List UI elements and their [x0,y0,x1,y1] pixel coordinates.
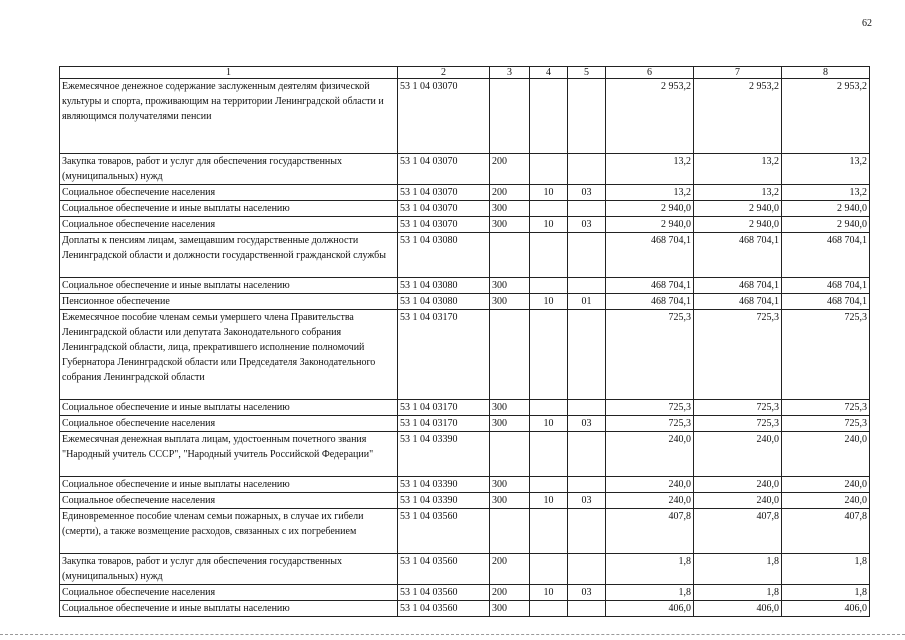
subsection-cell [568,79,606,154]
amount-col6-cell: 240,0 [606,432,694,477]
section-cell [530,509,568,554]
expense-type-cell: 300 [490,493,530,509]
target-code-cell: 53 1 04 03170 [398,400,490,416]
section-cell [530,310,568,400]
section-cell [530,79,568,154]
section-cell [530,201,568,217]
section-cell: 10 [530,294,568,310]
amount-col6-cell: 468 704,1 [606,294,694,310]
section-cell [530,601,568,617]
target-code-cell: 53 1 04 03070 [398,79,490,154]
target-code-cell: 53 1 04 03560 [398,601,490,617]
expense-type-cell [490,432,530,477]
subsection-cell [568,477,606,493]
item-name-cell: Пенсионное обеспечение [60,294,398,310]
amount-col6-cell: 468 704,1 [606,278,694,294]
amount-col8-cell: 240,0 [782,493,870,509]
table-row [60,310,870,400]
subsection-cell: 03 [568,185,606,201]
amount-col8-cell: 1,8 [782,585,870,601]
expense-type-cell: 200 [490,554,530,585]
target-code-cell: 53 1 04 03560 [398,509,490,554]
target-code-cell: 53 1 04 03170 [398,310,490,400]
column-header: 2 [398,67,490,79]
column-header: 6 [606,67,694,79]
budget-table [59,66,870,617]
table-row [60,154,870,185]
target-code-cell: 53 1 04 03080 [398,294,490,310]
subsection-cell [568,554,606,585]
item-name-cell: Социальное обеспечение населения [60,217,398,233]
expense-type-cell: 300 [490,217,530,233]
target-code-cell: 53 1 04 03080 [398,233,490,278]
amount-col7-cell: 13,2 [694,154,782,185]
table-row [60,601,870,617]
section-cell: 10 [530,416,568,432]
section-cell: 10 [530,185,568,201]
amount-col6-cell: 2 953,2 [606,79,694,154]
subsection-cell: 03 [568,585,606,601]
amount-col7-cell: 2 953,2 [694,79,782,154]
expense-type-cell: 300 [490,294,530,310]
subsection-cell [568,509,606,554]
amount-col7-cell: 468 704,1 [694,294,782,310]
amount-col7-cell: 13,2 [694,185,782,201]
amount-col8-cell: 725,3 [782,416,870,432]
amount-col7-cell: 468 704,1 [694,233,782,278]
amount-col6-cell: 725,3 [606,310,694,400]
column-header: 7 [694,67,782,79]
item-name-cell: Доплаты к пенсиям лицам, замещавшим государственные должности Ленинградской области и должности государственной гражданской службы [60,233,398,278]
table-row [60,79,870,154]
page-number: 62 [862,18,872,29]
amount-col6-cell: 2 940,0 [606,217,694,233]
subsection-cell [568,400,606,416]
amount-col6-cell: 725,3 [606,416,694,432]
amount-col8-cell: 468 704,1 [782,294,870,310]
target-code-cell: 53 1 04 03390 [398,432,490,477]
amount-col6-cell: 407,8 [606,509,694,554]
expense-type-cell: 300 [490,601,530,617]
amount-col7-cell: 240,0 [694,477,782,493]
target-code-cell: 53 1 04 03070 [398,217,490,233]
amount-col6-cell: 406,0 [606,601,694,617]
table-row [60,201,870,217]
amount-col8-cell: 13,2 [782,154,870,185]
amount-col8-cell: 468 704,1 [782,278,870,294]
expense-type-cell: 300 [490,416,530,432]
expense-type-cell: 200 [490,154,530,185]
amount-col7-cell: 406,0 [694,601,782,617]
table-row [60,278,870,294]
item-name-cell: Социальное обеспечение и иные выплаты населению [60,400,398,416]
section-cell [530,154,568,185]
expense-type-cell: 300 [490,477,530,493]
amount-col8-cell: 1,8 [782,554,870,585]
table-row [60,294,870,310]
amount-col8-cell: 2 940,0 [782,217,870,233]
table-row [60,416,870,432]
amount-col6-cell: 13,2 [606,185,694,201]
target-code-cell: 53 1 04 03560 [398,585,490,601]
table-row [60,400,870,416]
target-code-cell: 53 1 04 03070 [398,185,490,201]
subsection-cell: 03 [568,416,606,432]
item-name-cell: Социальное обеспечение и иные выплаты населению [60,278,398,294]
section-cell: 10 [530,493,568,509]
target-code-cell: 53 1 04 03170 [398,416,490,432]
table-row [60,217,870,233]
amount-col6-cell: 2 940,0 [606,201,694,217]
section-cell [530,554,568,585]
table-row [60,432,870,477]
target-code-cell: 53 1 04 03070 [398,201,490,217]
amount-col7-cell: 468 704,1 [694,278,782,294]
target-code-cell: 53 1 04 03560 [398,554,490,585]
target-code-cell: 53 1 04 03080 [398,278,490,294]
amount-col8-cell: 407,8 [782,509,870,554]
item-name-cell: Ежемесячная денежная выплата лицам, удостоенным почетного звания "Народный учитель СССР", "Народный учитель Российской Федерации" [60,432,398,477]
subsection-cell: 01 [568,294,606,310]
amount-col6-cell: 240,0 [606,493,694,509]
item-name-cell: Закупка товаров, работ и услуг для обеспечения государственных (муниципальных) нужд [60,554,398,585]
amount-col7-cell: 240,0 [694,493,782,509]
table-row [60,477,870,493]
subsection-cell [568,601,606,617]
target-code-cell: 53 1 04 03390 [398,493,490,509]
subsection-cell [568,201,606,217]
item-name-cell: Социальное обеспечение населения [60,185,398,201]
amount-col6-cell: 240,0 [606,477,694,493]
table-row [60,554,870,585]
amount-col6-cell: 13,2 [606,154,694,185]
page-edge-line [0,634,905,635]
item-name-cell: Социальное обеспечение населения [60,585,398,601]
amount-col7-cell: 1,8 [694,554,782,585]
amount-col7-cell: 1,8 [694,585,782,601]
item-name-cell: Социальное обеспечение и иные выплаты населению [60,201,398,217]
column-header: 1 [60,67,398,79]
expense-type-cell [490,233,530,278]
expense-type-cell: 300 [490,278,530,294]
subsection-cell: 03 [568,217,606,233]
item-name-cell: Социальное обеспечение населения [60,416,398,432]
amount-col8-cell: 725,3 [782,310,870,400]
target-code-cell: 53 1 04 03070 [398,154,490,185]
section-cell: 10 [530,217,568,233]
subsection-cell [568,278,606,294]
amount-col7-cell: 725,3 [694,400,782,416]
column-number-row [60,67,870,79]
expense-type-cell: 300 [490,201,530,217]
subsection-cell [568,310,606,400]
amount-col8-cell: 725,3 [782,400,870,416]
item-name-cell: Социальное обеспечение и иные выплаты населению [60,477,398,493]
expense-type-cell [490,310,530,400]
table-row [60,509,870,554]
amount-col8-cell: 2 940,0 [782,201,870,217]
column-header: 5 [568,67,606,79]
amount-col6-cell: 725,3 [606,400,694,416]
amount-col8-cell: 2 953,2 [782,79,870,154]
subsection-cell [568,154,606,185]
subsection-cell [568,432,606,477]
amount-col8-cell: 240,0 [782,477,870,493]
section-cell [530,400,568,416]
expense-type-cell [490,509,530,554]
subsection-cell [568,233,606,278]
item-name-cell: Единовременное пособие членам семьи пожарных, в случае их гибели (смерти), а также возмещение расходов, связанных с их погребением [60,509,398,554]
amount-col7-cell: 407,8 [694,509,782,554]
column-header: 4 [530,67,568,79]
item-name-cell: Социальное обеспечение и иные выплаты населению [60,601,398,617]
expense-type-cell: 200 [490,185,530,201]
section-cell [530,233,568,278]
amount-col8-cell: 468 704,1 [782,233,870,278]
column-header: 8 [782,67,870,79]
expense-type-cell: 200 [490,585,530,601]
expense-type-cell [490,79,530,154]
amount-col8-cell: 240,0 [782,432,870,477]
table-row [60,585,870,601]
amount-col8-cell: 406,0 [782,601,870,617]
amount-col6-cell: 1,8 [606,554,694,585]
item-name-cell: Ежемесячное пособие членам семьи умершего члена Правительства Ленинградской области или депутата Законодательного собрания Ленинградской области, лица, прекратившего исполнение полномочий Губернатора Ленинградской области или Председателя Законодательного собрания Ленинградской области [60,310,398,400]
table-row [60,233,870,278]
amount-col7-cell: 725,3 [694,416,782,432]
table-body [60,79,870,617]
amount-col7-cell: 2 940,0 [694,217,782,233]
item-name-cell: Ежемесячное денежное содержание заслуженным деятелям физической культуры и спорта, проживающим на территории Ленинградской области и являющимся получателями пенсии [60,79,398,154]
amount-col8-cell: 13,2 [782,185,870,201]
amount-col6-cell: 1,8 [606,585,694,601]
section-cell [530,278,568,294]
amount-col7-cell: 2 940,0 [694,201,782,217]
amount-col7-cell: 240,0 [694,432,782,477]
section-cell [530,432,568,477]
column-header: 3 [490,67,530,79]
item-name-cell: Закупка товаров, работ и услуг для обеспечения государственных (муниципальных) нужд [60,154,398,185]
section-cell: 10 [530,585,568,601]
item-name-cell: Социальное обеспечение населения [60,493,398,509]
table-row [60,493,870,509]
target-code-cell: 53 1 04 03390 [398,477,490,493]
expense-type-cell: 300 [490,400,530,416]
amount-col6-cell: 468 704,1 [606,233,694,278]
section-cell [530,477,568,493]
table-row [60,185,870,201]
amount-col7-cell: 725,3 [694,310,782,400]
subsection-cell: 03 [568,493,606,509]
